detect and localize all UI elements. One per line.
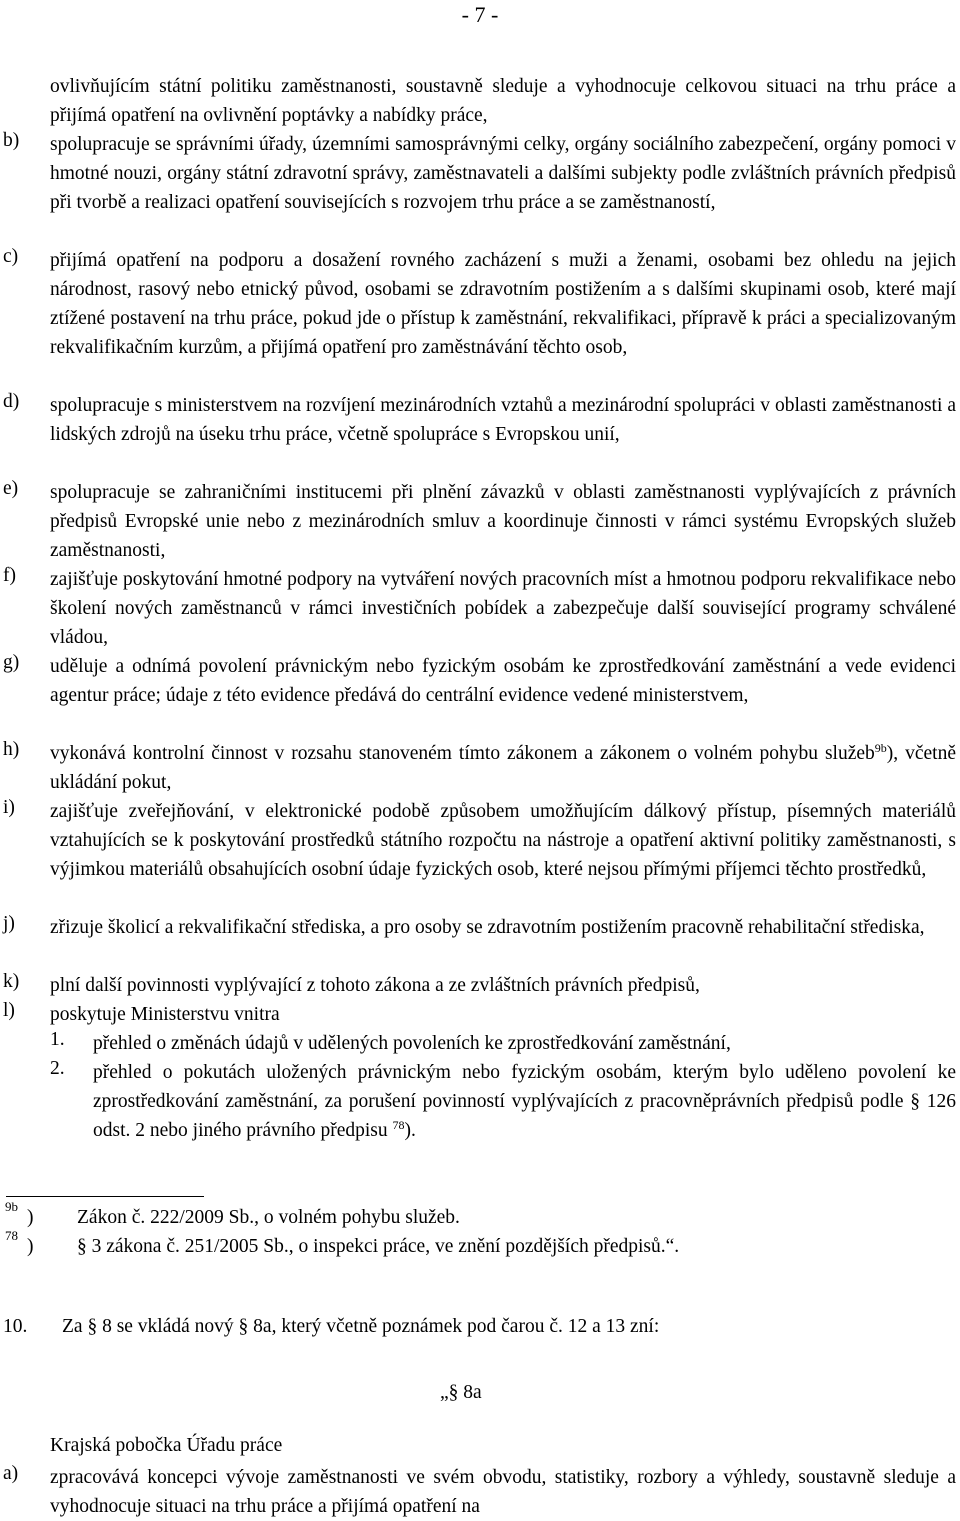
text-segment: ). [404, 1120, 416, 1141]
list-item-k [3, 971, 956, 1000]
list-item-text [50, 739, 956, 797]
sub-item-1 [50, 1029, 956, 1058]
list-item-label: f) [3, 565, 16, 586]
list-item-text: spolupracuje se zahraničními institucemi při plnění závazků v oblasti zaměstnanosti vyplývajících z právních předpisů Evropské unie nebo z mezinárodních smluv a koordinuje činnosti v rámci systému Evropských služeb zaměstnanosti, [50, 482, 956, 561]
sub-item-label: 1. [50, 1029, 65, 1050]
amendment-point-number: 10. [3, 1316, 28, 1337]
list-item-label: i) [3, 797, 15, 818]
list-item-e [3, 478, 956, 565]
list-item-text: poskytuje Ministerstvu vnitra [50, 1004, 280, 1025]
list-item-label: g) [3, 652, 20, 673]
list-item-text: zajišťuje poskytování hmotné podpory na vytváření nových pracovních míst a hmotnou podporu rekvalifikace nebo školení nových zaměstnanců v rámci investičních pobídek a zabezpečuje další související programy schválené vládou, [50, 569, 956, 648]
list-item-j [3, 913, 956, 942]
list-item-text: zpracovává koncepci vývoje zaměstnanosti ve svém obvodu, statistiky, rozbory a výhledy, soustavně sleduje a vyhodnocuje situaci na trhu práce a přijímá opatření na [50, 1467, 956, 1517]
list-item-h [3, 739, 956, 797]
list-item-i [3, 797, 956, 884]
sub-item-text [93, 1058, 956, 1145]
footnote-ref: 78 [392, 1118, 405, 1132]
list-item-g [3, 652, 956, 710]
footnote-paren: ) [27, 1207, 34, 1228]
list-item-label: c) [3, 246, 19, 267]
list-item-label: k) [3, 971, 20, 992]
text-segment: přehled o pokutách uložených právnickým nebo fyzickým osobám, kterým bylo uděleno povolení ke zprostředkování zaměstnání, za porušení povinností vyplývajících z pracovněprávních předpisů podle § 126 odst. 2 nebo jiného právního předpisu [93, 1062, 956, 1141]
footnote-text: § 3 zákona č. 251/2005 Sb., o inspekci práce, ve znění pozdějších předpisů.“. [77, 1236, 680, 1257]
list-item-text: uděluje a odnímá povolení právnickým nebo fyzickým osobám ke zprostředkování zaměstnání a vede evidenci agentur práce; údaje z této evidence předává do centrální evidence vedené ministerstvem, [50, 656, 956, 706]
intro-paragraph: ovlivňujícím státní politiku zaměstnanosti, soustavně sleduje a vyhodnocuje celkovou situaci na trhu práce a přijímá opatření na ovlivnění poptávky a nabídky práce, [50, 76, 956, 126]
text-segment: vykonává kontrolní činnost v rozsahu stanoveném tímto zákonem a zákonem o volném pohybu služeb [50, 743, 875, 764]
list-item-label: j) [3, 913, 15, 934]
list-item-text: plní další povinnosti vyplývající z tohoto zákona a ze zvláštních právních předpisů, [50, 975, 700, 996]
list-item-label: e) [3, 478, 19, 499]
paragraph-title: „§ 8a [440, 1382, 482, 1403]
list-item-text: zřizuje školicí a rekvalifikační střediska, a pro osoby se zdravotním postižením pracovně rehabilitační střediska, [50, 917, 925, 938]
text-segment: ), včetně ukládání pokut, [50, 743, 956, 793]
list-item-label: a) [3, 1463, 19, 1484]
new-list-item-a [3, 1463, 956, 1521]
list-item-f [3, 565, 956, 652]
list-item-label: h) [3, 739, 20, 760]
sub-item-label: 2. [50, 1058, 65, 1079]
sub-item-2 [50, 1058, 956, 1145]
page-number: - 7 - [461, 2, 499, 27]
list-item-label: b) [3, 130, 20, 151]
footnote-mark: 78 [5, 1228, 18, 1243]
footnote-separator [6, 1196, 204, 1197]
list-item-text: přijímá opatření na podporu a dosažení rovného zacházení s muži a ženami, osobami bez ohledu na jejich národnost, rasový nebo etnický původ, osobami se zdravotním postižením a s dalšími skupinami osob, které mají ztížené postavení na trhu práce, pokud jde o přístup k zaměstnání, rekvalifikaci, přípravě k práci a specializovaným rekvalifikačním kurzům, a přijímá opatření pro zaměstnávání těchto osob, [50, 250, 956, 358]
list-item-c [3, 246, 956, 362]
list-item-text: spolupracuje s ministerstvem na rozvíjení mezinárodních vztahů a mezinárodní spolupráci v oblasti zaměstnanosti a lidských zdrojů na úseku trhu práce, včetně spolupráce s Evropskou unií, [50, 395, 956, 445]
list-item-label: l) [3, 1000, 15, 1021]
footnote-ref: 9b [874, 741, 887, 755]
footnote-paren: ) [27, 1236, 34, 1257]
list-item-text: spolupracuje se správními úřady, územními samosprávnými celky, orgány sociálního zabezpečení, orgány pomoci v hmotné nouzi, orgány státní zdravotní správy, zaměstnavateli a dalšími subjekty podle zvláštních právních předpisů při tvorbě a realizaci opatření souvisejících s rozvojem trhu práce a se zaměstnaností, [50, 134, 956, 213]
list-item-b [3, 130, 956, 217]
footnote-text: Zákon č. 222/2009 Sb., o volném pohybu služeb. [77, 1207, 460, 1228]
paragraph-heading: Krajská pobočka Úřadu práce [50, 1435, 283, 1456]
list-item-text: zajišťuje zveřejňování, v elektronické podobě způsobem umožňujícím dálkový přístup, písemných materiálů vztahujících se k poskytování prostředků státního rozpočtu na nástroje a opatření aktivní politiky zaměstnanosti, s výjimkou materiálů obsahujících osobní údaje fyzických osob, které nejsou přímými příjemci těchto prostředků, [50, 801, 956, 880]
sub-item-text: přehled o změnách údajů v udělených povoleních ke zprostředkování zaměstnání, [93, 1033, 731, 1054]
list-item-l [3, 1000, 956, 1029]
amendment-point-text: Za § 8 se vkládá nový § 8a, který včetně poznámek pod čarou č. 12 a 13 zní: [62, 1316, 660, 1337]
list-item-label: d) [3, 391, 20, 412]
list-item-d [3, 391, 956, 449]
footnote-mark: 9b [5, 1199, 18, 1214]
